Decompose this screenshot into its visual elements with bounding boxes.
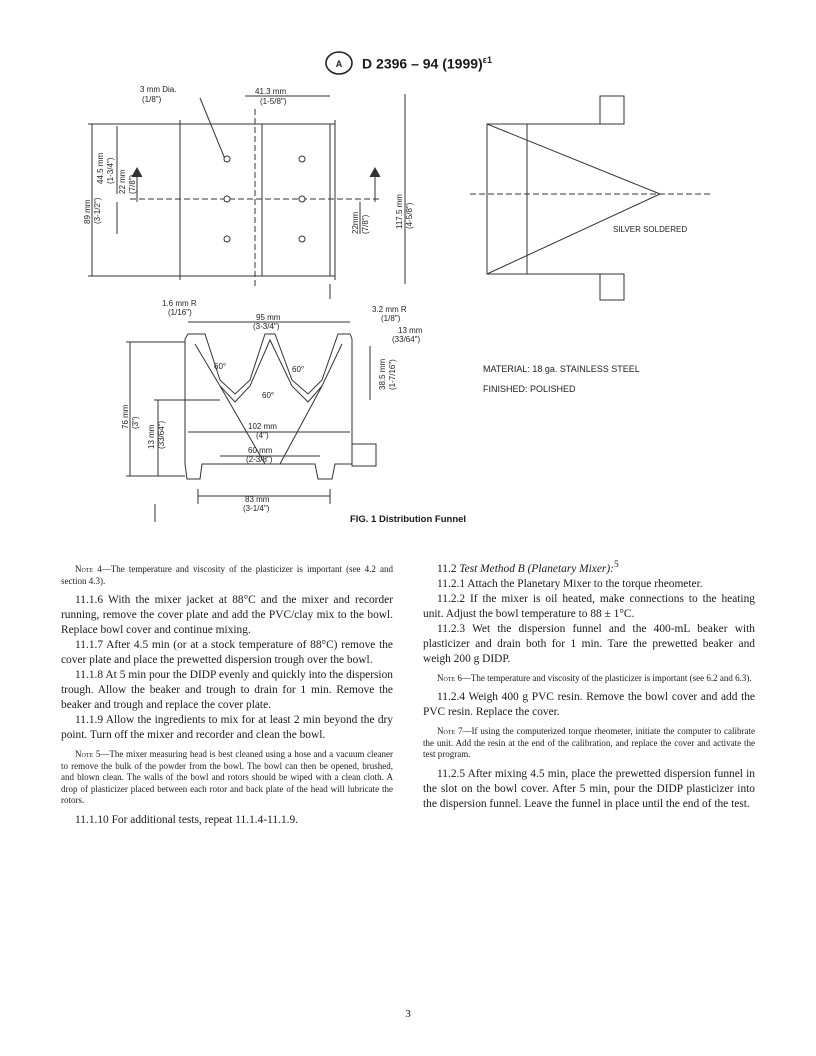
paragraph-11-2-4: 11.2.4 Weigh 400 g PVC resin. Remove the bowl cover and add the PVC resin. Replace the cover. — [423, 691, 755, 719]
svg-text:83 mm: 83 mm — [245, 495, 270, 504]
svg-text:95 mm: 95 mm — [256, 313, 281, 322]
svg-text:(3-3/4"): (3-3/4") — [253, 322, 280, 331]
standard-designation: D 2396 – 94 $(1999)^{\varepsilon 1}$ — [362, 54, 492, 72]
right-column — [423, 558, 755, 812]
svg-text:117.5 mm: 117.5 mm — [395, 194, 404, 229]
svg-text:(4-5/8"): (4-5/8") — [405, 202, 414, 229]
svg-text:44.5 mm: 44.5 mm — [96, 152, 105, 184]
svg-text:(1/16"): (1/16") — [168, 308, 192, 317]
svg-text:38.5 mm: 38.5 mm — [378, 358, 387, 390]
figure-caption: FIG. 1 Distribution Funnel — [349, 514, 467, 525]
svg-text:MATERIAL: 18 ga. STAINLESS ST: MATERIAL: 18 ga. STAINLESS STEEL — [483, 364, 640, 374]
note-4: Note 4—The temperature and viscosity of the plasticizer is important (see 4.2 and section 4.3). — [61, 564, 393, 586]
svg-text:60°: 60° — [262, 391, 275, 400]
svg-text:60 mm: 60 mm — [248, 446, 273, 455]
svg-text:3.2 mm R: 3.2 mm R — [372, 305, 407, 314]
svg-text:13 mm: 13 mm — [398, 326, 423, 335]
distribution-funnel-figure — [70, 84, 750, 524]
svg-text:A: A — [335, 59, 343, 69]
svg-text:(1-5/8"): (1-5/8") — [260, 97, 287, 106]
astm-logo-icon — [324, 50, 354, 76]
svg-text:(3"): (3") — [131, 416, 140, 429]
paragraph-11-1-8: 11.1.8 At 5 min pour the DIDP evenly and quickly into the dispersion trough. Allow the beaker and trough to drain for 1 min. Remove the beaker and trough and replace the cover plate. — [61, 669, 393, 711]
svg-text:76 mm: 76 mm — [121, 404, 130, 429]
paragraph-11-2-2: 11.2.2 If the mixer is oil heated, make connections to the heating unit. Adjust the bowl temperature to 88 ± 1°C. — [423, 592, 755, 620]
note-7: Note 7—If using the computerized torque rheometer, initiate the computer to calibrate the unit. Add the resin at the end of the calibration, and replace the cover and activate the test program. — [423, 726, 755, 760]
left-column — [61, 558, 393, 828]
paragraph-11-1-7: 11.1.7 After 4.5 min (or at a stock temperature of 88°C) remove the cover plate and place the prewetted dispersion trough over the bowl. — [61, 639, 393, 666]
paragraph-11-2-1: 11.2.1 Attach the Planetary Mixer to the torque rheometer. — [437, 577, 703, 590]
page-header — [0, 50, 816, 76]
svg-text:(3-1/2"): (3-1/2") — [93, 197, 102, 224]
svg-text:(7/8"): (7/8") — [128, 174, 137, 194]
svg-text:3 mm Dia.: 3 mm Dia. — [140, 85, 177, 94]
svg-text:(2-3/8"): (2-3/8") — [246, 455, 273, 464]
paragraph-11-1-10: 11.1.10 For additional tests, repeat 11.1.4-11.1.9. — [75, 813, 299, 826]
svg-text:13 mm: 13 mm — [147, 424, 156, 449]
paragraph-11-2-3: 11.2.3 Wet the dispersion funnel and the 400-mL beaker with plasticizer and drain both for 1 min. Tare the prewetted beaker and weigh 200 g DIDP. — [423, 622, 755, 665]
paragraph-11-1-9: 11.1.9 Allow the ingredients to mix for at least 2 min beyond the dry point. Turn off the mixer and recorder and clean the bowl. — [61, 714, 393, 741]
svg-text:(3-1/4"): (3-1/4") — [243, 504, 270, 513]
paragraph-11-1-6: 11.1.6 With the mixer jacket at 88°C and the mixer and recorder running, remove the cover plate and add the PVC/clay mix to the bowl. Replace bowl cover and continue mixing. — [61, 594, 393, 636]
svg-text:89 mm: 89 mm — [83, 199, 92, 224]
svg-text:60°: 60° — [292, 365, 305, 374]
svg-text:60°: 60° — [214, 362, 227, 371]
paragraph-11-2-5: 11.2.5 After mixing 4.5 min, place the prewetted dispersion funnel in the slot on the bowl cover. After 5 min, pour the DIDP plasticizer into the dispersion funnel. Leave the funnel in place until the end of the test. — [423, 767, 755, 810]
svg-text:(1/8"): (1/8") — [381, 314, 401, 323]
page-number: 3 — [405, 1008, 411, 1020]
note-5: Note 5—The mixer measuring head is best cleaned using a hose and a vacuum cleaner to remove the bulk of the powder from the bowl. The bowl can then be opened, brushed, and blown clean. The walls of the bowl and rotors should be wiped with a clean cloth. A drop of plasticizer placed between each rotor and back plate of the head will lubricate the rotors. — [61, 749, 393, 805]
svg-text:(1-3/4"): (1-3/4") — [106, 157, 115, 184]
svg-text:102 mm: 102 mm — [248, 422, 277, 431]
svg-text:41.3 mm: 41.3 mm — [255, 87, 287, 96]
svg-text:(1/8"): (1/8") — [142, 95, 162, 104]
svg-text:FINISHED: POLISHED: FINISHED: POLISHED — [483, 384, 576, 394]
svg-text:1.6 mm R: 1.6 mm R — [162, 299, 197, 308]
svg-text:(7/8"): (7/8") — [361, 214, 370, 234]
svg-text:(33/64"): (33/64") — [392, 335, 421, 344]
svg-text:22 mm: 22 mm — [118, 169, 127, 194]
svg-text:(33/64"): (33/64") — [157, 420, 166, 449]
svg-text:(1-7/16"): (1-7/16") — [388, 359, 397, 390]
svg-text:(4"): (4") — [256, 431, 269, 440]
svg-text:SILVER SOLDERED: SILVER SOLDERED — [613, 225, 688, 234]
svg-text:22mm: 22mm — [351, 211, 360, 234]
section-heading-11-2: 11.2 Test Method B (Planetary Mixer):$^5$ — [437, 560, 619, 575]
note-6: Note 6—The temperature and viscosity of the plasticizer is important (see 6.2 and 6.3). — [437, 672, 752, 683]
